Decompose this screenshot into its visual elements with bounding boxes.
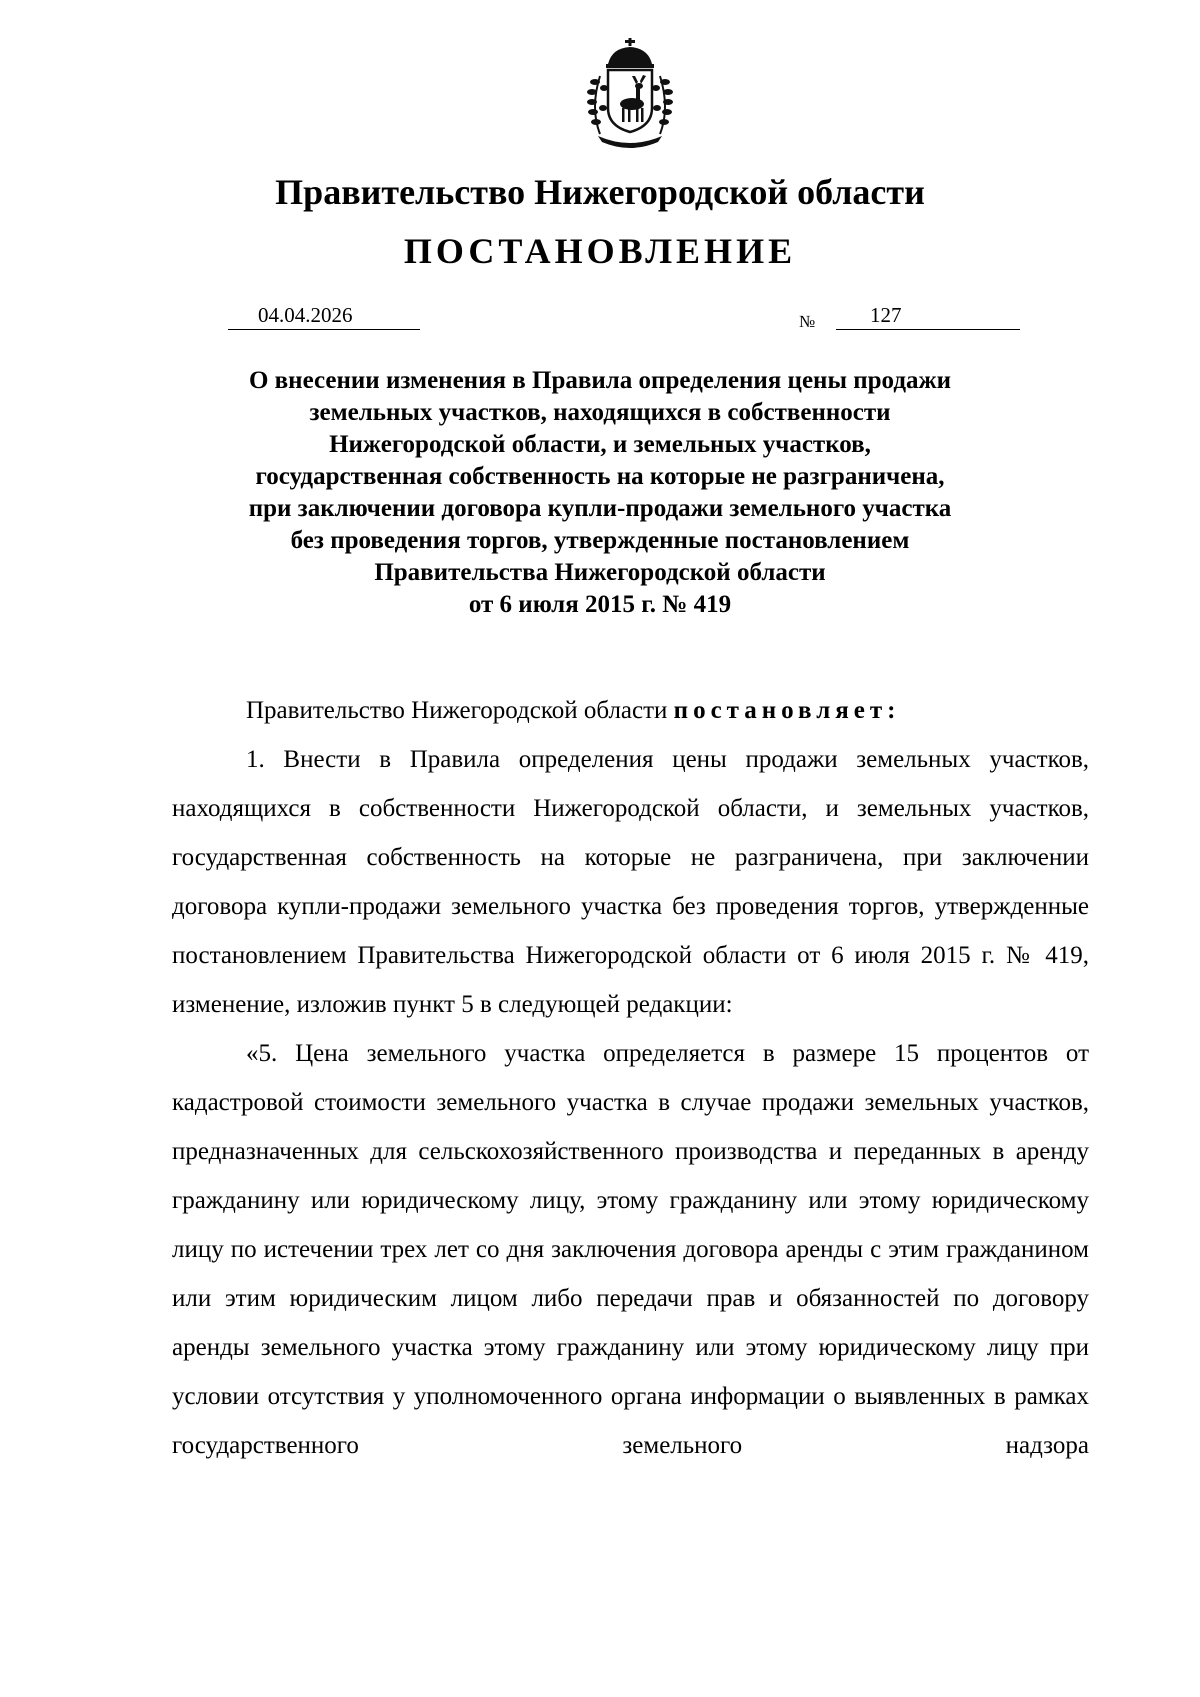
- subject-line: Правительства Нижегородской области: [374, 559, 826, 586]
- document-number: 127: [870, 303, 902, 327]
- coat-of-arms-emblem: [578, 38, 682, 150]
- resolves-word: постановляет:: [673, 697, 901, 724]
- subject-line: при заключении договора купли-продажи земельного участка: [248, 495, 952, 522]
- preamble-paragraph: [172, 686, 1089, 735]
- document-type-heading: ПОСТАНОВЛЕНИЕ: [403, 231, 797, 271]
- paragraph-2: «5. Цена земельного участка определяется в размере 15 процентов от кадастровой стоимости земельного участка в случае продажи земельных участков, предназначенных для сельскохозяйственного производства и переданных в аренду гражданину или юридическому лицу, этому гражданину или этому юридическому лицу по истечении трех лет со дня заключения договора аренды с этим гражданином или этим юридическим лицом либо передачи прав и обязанностей по договору аренды земельного участка этому гражданину или этому юридическому лицу при условии отсутствия у уполномоченного органа информации о выявленных в рамках государственного земельного надзора: [172, 1040, 1089, 1459]
- number-field: [836, 303, 1020, 330]
- subject-line: Нижегородской области, и земельных участков,: [329, 431, 871, 458]
- document-body: [172, 686, 1089, 1470]
- ribbon-icon: [598, 136, 662, 148]
- crown-icon: [606, 38, 654, 68]
- subject-line: О внесении изменения в Правила определения цены продажи: [248, 367, 951, 394]
- government-title: Правительство Нижегородской области: [275, 172, 925, 212]
- date-field: [228, 303, 420, 330]
- subject-line: государственная собственность на которые не разграничена,: [255, 463, 945, 490]
- paragraph-1: 1. Внести в Правила определения цены продажи земельных участков, находящихся в собственности Нижегородской области, и земельных участков, государственная собственность на которые не разграничена, при заключении договора купли-продажи земельного участка без проведения торгов, утвержденные постановлением Правительства Нижегородской области от 6 июля 2015 г. № 419, изменение, изложив пункт 5 в следующей редакции:: [172, 746, 1089, 1018]
- oak-branch-right-icon: [652, 76, 673, 134]
- subject-line: земельных участков, находящихся в собственности: [309, 399, 891, 426]
- coat-of-arms-icon: [578, 38, 682, 150]
- document-subject: [150, 365, 1050, 621]
- subject-line: от 6 июля 2015 г. № 419: [468, 591, 732, 618]
- deer-icon: [620, 75, 646, 122]
- document-date: 04.04.2026: [258, 303, 353, 327]
- oak-branch-left-icon: [587, 76, 608, 134]
- number-label: №: [799, 312, 816, 331]
- subject-line: без проведения торгов, утвержденные постановлением: [290, 527, 910, 554]
- preamble-text: Правительство Нижегородской области: [246, 697, 674, 724]
